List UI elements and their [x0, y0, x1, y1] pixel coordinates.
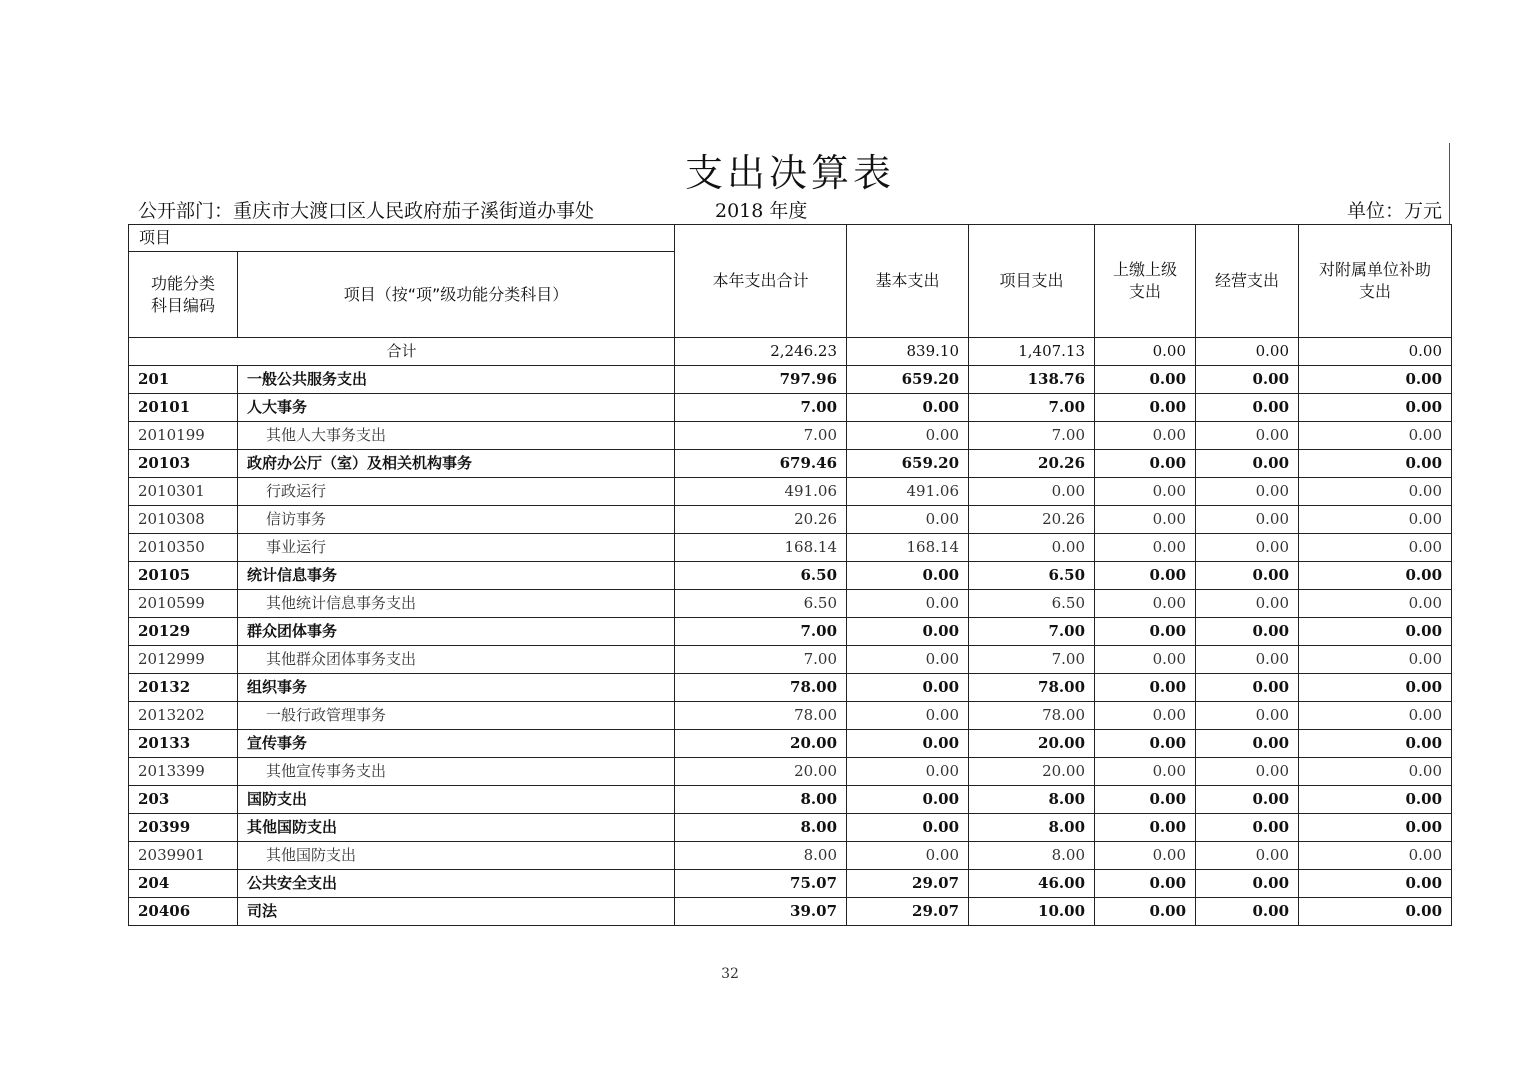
row-name: 其他宣传事务支出 [238, 758, 675, 786]
row-value: 659.20 [847, 450, 969, 478]
row-value: 0.00 [847, 702, 969, 730]
row-value: 0.00 [1299, 422, 1452, 450]
row-name: 组织事务 [238, 674, 675, 702]
row-value: 29.07 [847, 870, 969, 898]
row-value: 0.00 [1299, 394, 1452, 422]
row-value: 0.00 [1196, 562, 1299, 590]
row-value: 8.00 [675, 842, 847, 870]
row-value: 0.00 [1299, 702, 1452, 730]
row-value: 0.00 [1095, 702, 1196, 730]
row-code: 20406 [129, 898, 238, 926]
row-value: 20.00 [969, 730, 1095, 758]
row-value: 7.00 [675, 422, 847, 450]
row-code: 2039901 [129, 842, 238, 870]
row-value: 8.00 [969, 842, 1095, 870]
total-value: 0.00 [1095, 338, 1196, 366]
row-code: 2012999 [129, 646, 238, 674]
row-name: 宣传事务 [238, 730, 675, 758]
table-row [129, 618, 1452, 646]
row-value: 20.26 [969, 506, 1095, 534]
row-name: 其他国防支出 [238, 842, 675, 870]
row-value: 0.00 [1299, 618, 1452, 646]
row-value: 0.00 [847, 506, 969, 534]
row-value: 6.50 [969, 590, 1095, 618]
row-name: 其他统计信息事务支出 [238, 590, 675, 618]
row-value: 7.00 [969, 422, 1095, 450]
row-value: 491.06 [847, 478, 969, 506]
row-value: 0.00 [1196, 478, 1299, 506]
header-upper: 上缴上级 支出 [1095, 225, 1196, 338]
row-value: 78.00 [675, 702, 847, 730]
row-value: 0.00 [1196, 422, 1299, 450]
header-basic: 基本支出 [847, 225, 969, 338]
row-value: 0.00 [1095, 450, 1196, 478]
row-value: 0.00 [1299, 758, 1452, 786]
row-code: 2010350 [129, 534, 238, 562]
row-value: 0.00 [1095, 758, 1196, 786]
row-value: 0.00 [847, 758, 969, 786]
row-code: 2010301 [129, 478, 238, 506]
row-value: 78.00 [675, 674, 847, 702]
row-value: 8.00 [675, 786, 847, 814]
table-row [129, 478, 1452, 506]
row-value: 46.00 [969, 870, 1095, 898]
row-value: 0.00 [1299, 786, 1452, 814]
total-value: 2,246.23 [675, 338, 847, 366]
row-value: 29.07 [847, 898, 969, 926]
header-project-expenditure: 项目支出 [969, 225, 1095, 338]
row-value: 0.00 [1299, 366, 1452, 394]
row-name: 信访事务 [238, 506, 675, 534]
row-value: 0.00 [847, 674, 969, 702]
row-value: 0.00 [1196, 646, 1299, 674]
row-value: 0.00 [847, 786, 969, 814]
row-code: 20101 [129, 394, 238, 422]
row-code: 20105 [129, 562, 238, 590]
row-name: 政府办公厅（室）及相关机构事务 [238, 450, 675, 478]
row-value: 0.00 [1095, 394, 1196, 422]
row-value: 0.00 [1196, 898, 1299, 926]
header-name: 项目（按“项”级功能分类科目） [238, 252, 675, 338]
row-code: 203 [129, 786, 238, 814]
row-code: 20103 [129, 450, 238, 478]
row-value: 138.76 [969, 366, 1095, 394]
table-row [129, 702, 1452, 730]
row-value: 0.00 [1095, 534, 1196, 562]
page-number: 32 [721, 966, 739, 982]
row-value: 168.14 [675, 534, 847, 562]
unit-label: 单位：万元 [1346, 200, 1442, 222]
row-name: 国防支出 [238, 786, 675, 814]
row-value: 679.46 [675, 450, 847, 478]
table-row [129, 842, 1452, 870]
total-row [129, 338, 1452, 366]
row-name: 一般公共服务支出 [238, 366, 675, 394]
row-name: 其他群众团体事务支出 [238, 646, 675, 674]
department-label: 公开部门：重庆市大渡口区人民政府茄子溪街道办事处 [138, 200, 595, 222]
table-row [129, 506, 1452, 534]
row-value: 0.00 [1196, 366, 1299, 394]
table-row [129, 786, 1452, 814]
row-value: 20.26 [969, 450, 1095, 478]
row-value: 8.00 [969, 814, 1095, 842]
total-value: 0.00 [1299, 338, 1452, 366]
row-name: 群众团体事务 [238, 618, 675, 646]
row-value: 0.00 [1196, 450, 1299, 478]
row-value: 20.00 [675, 730, 847, 758]
row-value: 0.00 [1196, 534, 1299, 562]
row-value: 0.00 [1095, 422, 1196, 450]
row-value: 168.14 [847, 534, 969, 562]
total-label: 合计 [129, 338, 675, 366]
table-row [129, 730, 1452, 758]
row-value: 20.00 [675, 758, 847, 786]
header-code: 功能分类 科目编码 [129, 252, 238, 338]
row-value: 0.00 [969, 534, 1095, 562]
row-value: 0.00 [847, 842, 969, 870]
row-code: 201 [129, 366, 238, 394]
row-name: 其他国防支出 [238, 814, 675, 842]
row-value: 0.00 [1299, 562, 1452, 590]
row-value: 0.00 [847, 814, 969, 842]
row-value: 0.00 [1299, 730, 1452, 758]
table-row [129, 450, 1452, 478]
row-name: 行政运行 [238, 478, 675, 506]
header-total: 本年支出合计 [675, 225, 847, 338]
row-name: 统计信息事务 [238, 562, 675, 590]
table-row [129, 562, 1452, 590]
row-name: 其他人大事务支出 [238, 422, 675, 450]
table-row [129, 814, 1452, 842]
table-row [129, 394, 1452, 422]
header-project: 项目 [129, 225, 675, 252]
row-value: 0.00 [1196, 506, 1299, 534]
table-row [129, 366, 1452, 394]
row-name: 司法 [238, 898, 675, 926]
row-value: 0.00 [1299, 898, 1452, 926]
row-value: 0.00 [1196, 618, 1299, 646]
row-value: 0.00 [1299, 478, 1452, 506]
row-name: 事业运行 [238, 534, 675, 562]
table-row [129, 646, 1452, 674]
row-value: 7.00 [969, 646, 1095, 674]
header-subsidy: 对附属单位补助 支出 [1299, 225, 1452, 338]
row-code: 2010308 [129, 506, 238, 534]
row-value: 8.00 [675, 814, 847, 842]
row-code: 2013399 [129, 758, 238, 786]
row-value: 7.00 [969, 618, 1095, 646]
row-value: 0.00 [847, 730, 969, 758]
row-value: 0.00 [1095, 898, 1196, 926]
row-value: 78.00 [969, 702, 1095, 730]
row-code: 20132 [129, 674, 238, 702]
row-value: 0.00 [1299, 506, 1452, 534]
row-value: 0.00 [1196, 758, 1299, 786]
row-value: 0.00 [847, 590, 969, 618]
row-value: 7.00 [675, 394, 847, 422]
row-value: 0.00 [847, 646, 969, 674]
row-value: 10.00 [969, 898, 1095, 926]
table-row [129, 870, 1452, 898]
row-value: 8.00 [969, 786, 1095, 814]
table-row [129, 674, 1452, 702]
row-code: 20399 [129, 814, 238, 842]
header-operating: 经营支出 [1196, 225, 1299, 338]
row-value: 0.00 [1095, 842, 1196, 870]
expenditure-table [128, 224, 1452, 926]
row-value: 0.00 [1299, 450, 1452, 478]
report-meta [138, 196, 1442, 222]
row-code: 20129 [129, 618, 238, 646]
row-value: 0.00 [1095, 646, 1196, 674]
row-value: 0.00 [1299, 814, 1452, 842]
row-value: 0.00 [847, 618, 969, 646]
row-name: 公共安全支出 [238, 870, 675, 898]
row-value: 0.00 [1196, 814, 1299, 842]
total-value: 839.10 [847, 338, 969, 366]
table-row [129, 422, 1452, 450]
table-row [129, 590, 1452, 618]
row-value: 0.00 [1299, 534, 1452, 562]
row-value: 0.00 [1196, 842, 1299, 870]
row-name: 一般行政管理事务 [238, 702, 675, 730]
page-title: 支出决算表 [684, 151, 895, 195]
row-value: 0.00 [1196, 702, 1299, 730]
total-value: 0.00 [1196, 338, 1299, 366]
row-value: 797.96 [675, 366, 847, 394]
row-value: 20.26 [675, 506, 847, 534]
row-value: 0.00 [847, 422, 969, 450]
row-value: 0.00 [847, 562, 969, 590]
row-code: 2010599 [129, 590, 238, 618]
row-value: 0.00 [1299, 842, 1452, 870]
row-value: 7.00 [969, 394, 1095, 422]
row-value: 6.50 [675, 590, 847, 618]
table-row [129, 534, 1452, 562]
row-value: 0.00 [1299, 870, 1452, 898]
row-value: 0.00 [1196, 590, 1299, 618]
row-code: 204 [129, 870, 238, 898]
row-value: 0.00 [1299, 590, 1452, 618]
row-value: 0.00 [1095, 674, 1196, 702]
header-row-1 [129, 225, 1452, 252]
fiscal-year: 2018 年度 [715, 200, 808, 222]
row-value: 20.00 [969, 758, 1095, 786]
row-value: 0.00 [1196, 394, 1299, 422]
row-value: 0.00 [1196, 730, 1299, 758]
row-value: 0.00 [1299, 674, 1452, 702]
total-value: 1,407.13 [969, 338, 1095, 366]
row-value: 659.20 [847, 366, 969, 394]
row-value: 0.00 [1095, 870, 1196, 898]
row-value: 0.00 [1196, 870, 1299, 898]
row-value: 0.00 [1095, 814, 1196, 842]
row-name: 人大事务 [238, 394, 675, 422]
row-code: 2013202 [129, 702, 238, 730]
row-value: 491.06 [675, 478, 847, 506]
row-value: 39.07 [675, 898, 847, 926]
row-value: 0.00 [1196, 674, 1299, 702]
row-value: 0.00 [1299, 646, 1452, 674]
row-value: 0.00 [1095, 506, 1196, 534]
row-value: 0.00 [1095, 618, 1196, 646]
row-value: 0.00 [1095, 366, 1196, 394]
row-code: 20133 [129, 730, 238, 758]
row-value: 0.00 [1095, 562, 1196, 590]
row-value: 0.00 [1196, 786, 1299, 814]
row-value: 0.00 [1095, 786, 1196, 814]
table-row [129, 758, 1452, 786]
row-code: 2010199 [129, 422, 238, 450]
row-value: 0.00 [1095, 730, 1196, 758]
row-value: 0.00 [847, 394, 969, 422]
row-value: 78.00 [969, 674, 1095, 702]
row-value: 6.50 [675, 562, 847, 590]
row-value: 7.00 [675, 618, 847, 646]
row-value: 0.00 [1095, 478, 1196, 506]
row-value: 0.00 [969, 478, 1095, 506]
row-value: 75.07 [675, 870, 847, 898]
row-value: 7.00 [675, 646, 847, 674]
row-value: 6.50 [969, 562, 1095, 590]
row-value: 0.00 [1095, 590, 1196, 618]
table-row [129, 898, 1452, 926]
